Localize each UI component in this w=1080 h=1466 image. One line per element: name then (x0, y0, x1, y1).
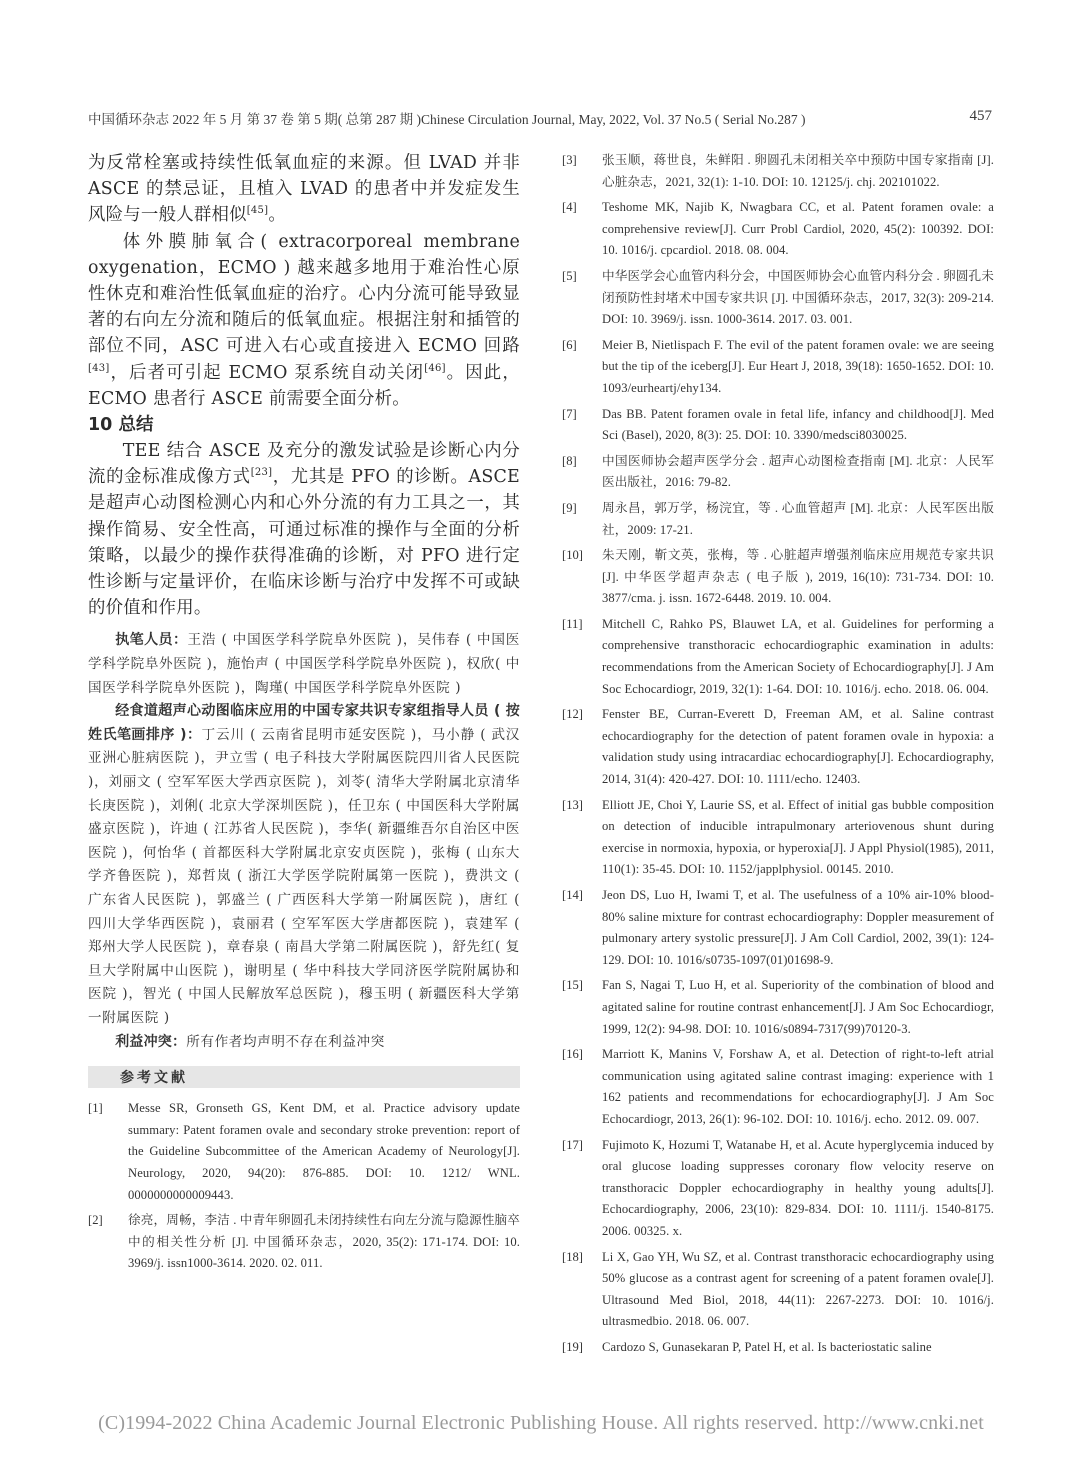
reference-item (562, 1135, 994, 1243)
paragraph-summary: TEE 结合 ASCE 及充分的激发试验是诊断心内分流的金标准成像方式[23]，尤其是 PFO 的诊断。ASCE 是超声心动图检测心内和心外分流的有力工具之一，其操作简易、安全性高，可通过标准的操作与全面的分析策略，以最少的操作获得准确的诊断，对 PFO 进行定性诊断与定量评价，在临床诊断与治疗中发挥不可或缺的价值和作用。 (88, 441, 520, 619)
reference-item (562, 150, 994, 193)
reference-item (562, 498, 994, 541)
reference-item (562, 1247, 994, 1333)
reference-text: 朱天刚，靳文英，张梅，等 . 心脏超声增强剂临床应用规范专家共识 [J]. 中华医学超声杂志 ( 电子版 ), 2019, 16(10): 731-734. DOI: 10. 3877/cma. j. issn. 1672-6448. 2019. 10. 004. (602, 548, 994, 606)
reference-number: [8] (562, 453, 577, 468)
reference-number: [11] (562, 616, 583, 631)
reference-item (562, 1337, 994, 1359)
reference-number: [5] (562, 268, 577, 283)
reference-number: [19] (562, 1339, 583, 1354)
reference-number: [10] (562, 548, 583, 563)
reference-text: Cardozo S, Gunasekaran P, Patel H, et al. Is bacteriostatic saline (602, 1339, 932, 1354)
page-number: 457 (969, 108, 992, 124)
reference-item (88, 1210, 520, 1275)
reference-text: Mitchell C, Rahko PS, Blauwet LA, et al. Guidelines for performing a comprehensive transthoracic echocardiographic examination in adults: recommendations from the American Society of Echocardiography[J]. J Am Soc Echocardiogr, 2019, 32(1): 1-64. DOI: 10. 1016/j. echo. 2018. 06. 004. (602, 616, 994, 696)
reference-number: [16] (562, 1047, 583, 1062)
reference-item (562, 614, 994, 700)
reference-text: Messe SR, Gronseth GS, Kent DM, et al. Practice advisory update summary: Patent foramen ovale and secondary stroke prevention: report of the Guideline Subcommittee of the American Academy of Neurology[J]. Neurology, 2020, 94(20): 876-885. DOI: 10. 1212/ WNL. 0000000000009443. (128, 1101, 520, 1202)
reference-item (562, 451, 994, 494)
reference-list-left (88, 1098, 520, 1275)
reference-item (562, 197, 994, 262)
reference-text: 徐亮，周畅，李洁 . 中青年卵圆孔未闭持续性右向左分流与隐源性脑卒中的相关性分析 [J]. 中国循环杂志，2020, 35(2): 171-174. DOI: 10. 3969/j. issn1000-3614. 2020. 02. 011. (128, 1213, 520, 1271)
paragraph-lvad: 为反常栓塞或持续性低氧血症的来源。但 LVAD 并非 ASCE 的禁忌证，且植入 LVAD 的患者中并发症发生风险与一般人群相似[45]。 (88, 153, 520, 226)
reference-item (562, 335, 994, 400)
reference-text: Meier B, Nietlispach F. The evil of the patent foramen ovale: we are seeing but the tip of the iceberg[J]. Eur Heart J, 2018, 39(18): 1650-1652. DOI: 10. 1093/eurheartj/ehy134. (602, 337, 994, 395)
reference-number: [18] (562, 1249, 583, 1264)
reference-text: 张玉顺，蒋世良，朱鲜阳 . 卵圆孔未闭相关卒中预防中国专家指南 [J]. 心脏杂志，2021, 32(1): 1-10. DOI: 10. 12125/j. chj. 202101022. (602, 153, 994, 189)
reference-number: [15] (562, 978, 583, 993)
reference-item (562, 404, 994, 447)
writers-credit: 执笔人员：王浩 ( 中国医学科学院阜外医院 )，吴伟春 ( 中国医学科学院阜外医院 )，施怡声 ( 中国医学科学院阜外医院 )，权欣( 中国医学科学院阜外医院 )，陶瑾( 中国医学科学院阜外医院 ) (88, 632, 520, 696)
reference-number: [3] (562, 153, 577, 167)
reference-item (562, 1044, 994, 1130)
left-column (88, 150, 520, 1279)
reference-text: Fujimoto K, Hozumi T, Watanabe H, et al. Acute hyperglycemia induced by oral glucose loading suppresses coronary flow velocity reserve on transthoracic Doppler echocardiography in healthy young adults[J]. Echocardiography, 2006, 23(10): 829-834. DOI: 10. 1111/j. 1540-8175. 2006. 00325. x. (602, 1137, 994, 1238)
reference-text: Jeon DS, Luo H, Iwami T, et al. The usefulness of a 10% air-10% blood-80% saline mixture for contrast echocardiography: Doppler measurement of pulmonary artery systolic pressure[J]. J Am Coll Cardiol, 2002, 39(1): 124-129. DOI: 10. 1016/s0735-1097(01)01698-9. (602, 888, 994, 967)
reference-item (562, 885, 994, 971)
reference-item (562, 975, 994, 1040)
conflict-statement: 利益冲突：所有作者均声明不存在利益冲突 (115, 1033, 385, 1050)
reference-number: [17] (562, 1137, 583, 1152)
reference-number: [4] (562, 200, 577, 215)
reference-text: Teshome MK, Najib K, Nwagbara CC, et al. Patent foramen ovale: a comprehensive review[J]. Curr Probl Cardiol, 2020, 45(2): 100392. DOI: 10. 1016/j. cpcardiol. 2018. 08. 004. (602, 200, 994, 258)
reference-text: 中华医学会心血管内科分会，中国医师协会心血管内科分会 . 卵圆孔未闭预防性封堵术中国专家共识 [J]. 中国循环杂志，2017, 32(3): 209-214. DOI: 10. 3969/j. issn. 1000-3614. 2017. 03. 001. (602, 268, 994, 327)
reference-number: [7] (562, 406, 577, 421)
reference-text: Das BB. Patent foramen ovale in fetal life, infancy and childhood[J]. Med Sci (Basel), 2020, 8(3): 25. DOI: 10. 3390/medsci8030025. (602, 406, 994, 443)
reference-text: Marriott K, Manins V, Forshaw A, et al. Detection of right-to-left atrial communication using agitated saline contrast imaging: experience with 1 162 patients and recommendations for echocardiography[J]. J Am Soc Echocardiogr, 2013, 26(1): 96-102. DOI: 10. 1016/j. echo. 2012. 09. 007. (602, 1047, 994, 1126)
reference-number: [14] (562, 888, 583, 902)
reference-number: [9] (562, 500, 577, 515)
reference-item (562, 704, 994, 790)
reference-text: Fan S, Nagai T, Luo H, et al. Superiority of the combination of blood and agitated saline for routine contrast enhancement[J]. J Am Soc Echocardiogr, 1999, 12(2): 94-98. DOI: 10. 1016/s0894-7317(99)70120-3. (602, 978, 994, 1036)
reference-text: Li X, Gao YH, Wu SZ, et al. Contrast transthoracic echocardiography using 50% glucose as a contrast agent for screening of a patent foramen ovale[J]. Ultrasound Med Biol, 2018, 44(11): 2267-2273. DOI: 10. 1016/j. ultrasmedbio. 2018. 06. 007. (602, 1249, 994, 1329)
reference-text: 中国医师协会超声医学分会 . 超声心动图检查指南 [M]. 北京：人民军医出版社，2016: 79-82. (602, 453, 994, 490)
reference-number: [13] (562, 797, 583, 812)
right-column (562, 150, 994, 1362)
running-header: 中国循环杂志 2022 年 5 月 第 37 卷 第 5 期( 总第 287 期 )Chinese Circulation Journal, May, 2022, Vol. 37 No.5 ( Serial No.287 ) (88, 112, 806, 127)
reference-item (88, 1098, 520, 1206)
experts-credit: 经食道超声心动图临床应用的中国专家共识专家组指导人员 ( 按姓氏笔画排序 )：丁云川 ( 云南省昆明市延安医院 )，马小静 ( 武汉亚洲心脏病医院 )，尹立雪 ( 电子科技大学附属医院四川省人民医院 )，刘丽文 ( 空军军医大学西京医院 )，刘苓( 清华大学附属北京清华长庚医院 )，刘俐( 北京大学深圳医院 )，任卫东 ( 中国医科大学附属盛京医院 )，许迪 ( 江苏省人民医院 )，李华( 新疆维吾尔自治区中医医院 )，何怡华 ( 首都医科大学附属北京安贞医院 )，张梅 ( 山东大学齐鲁医院 )，郑哲岚 ( 浙江大学医学院附属第一医院 )，费洪文 ( 广东省人民医院 )，郭盛兰 ( 广西医科大学第一附属医院 )，唐红 ( 四川大学华西医院 )，袁丽君 ( 空军军医大学唐都医院 )，袁建军 ( 郑州大学人民医院 )，章春泉 ( 南昌大学第二附属医院 )，舒先红( 复旦大学附属中山医院 )，谢明星 ( 华中科技大学同济医学院附属协和医院 )，智光 ( 中国人民解放军总医院 )，穆玉明 ( 新疆医科大学第一附属医院 ) (88, 703, 520, 1026)
references-heading: 参考文献 (88, 1066, 520, 1088)
reference-item (562, 266, 994, 331)
reference-item (562, 545, 994, 610)
reference-item (562, 795, 994, 881)
reference-text: 周永昌，郭万学，杨浣宜，等 . 心血管超声 [M]. 北京：人民军医出版社，2009: 17-21. (602, 500, 994, 537)
reference-list-right (562, 150, 994, 1358)
paragraph-ecmo: 体外膜肺氧合( extracorporeal membrane oxygenation，ECMO ) 越来越多地用于难治性心原性休克和难治性低氧血症的治疗。心内分流可能导致显著的右向左分流和随后的低氧血症。根据注射和插管的部位不同，ASC 可进入右心或直接进入 ECMO 回路[43]，后者可引起 ECMO 泵系统自动关闭[46]。因此，ECMO 患者行 ASCE 前需要全面分析。 (88, 231, 520, 409)
reference-text: Elliott JE, Choi Y, Laurie SS, et al. Effect of initial gas bubble composition on detection of inducible intrapulmonary arteriovenous shunt during exercise in normoxia, hypoxia, or hyperoxia[J]. J Appl Physiol(1985), 2011, 110(1): 35-45. DOI: 10. 1152/japplphysiol. 00145. 2010. (602, 797, 994, 877)
reference-number: [6] (562, 337, 577, 352)
reference-text: Fenster BE, Curran-Everett D, Freeman AM, et al. Saline contrast echocardiography for the detection of patent foramen ovale in hypoxia: a validation study using intracardiac echocardiography[J]. Echocardiography, 2014, 31(4): 420-427. DOI: 10. 1111/echo. 12403. (602, 707, 994, 787)
reference-number: [1] (88, 1101, 103, 1116)
reference-number: [12] (562, 707, 583, 722)
reference-number: [2] (88, 1213, 103, 1228)
copyright-footer: (C)1994-2022 China Academic Journal Electronic Publishing House. All rights reserved. http://www.cnki.net (98, 1412, 984, 1434)
section-title-summary: 10 总结 (88, 415, 154, 436)
